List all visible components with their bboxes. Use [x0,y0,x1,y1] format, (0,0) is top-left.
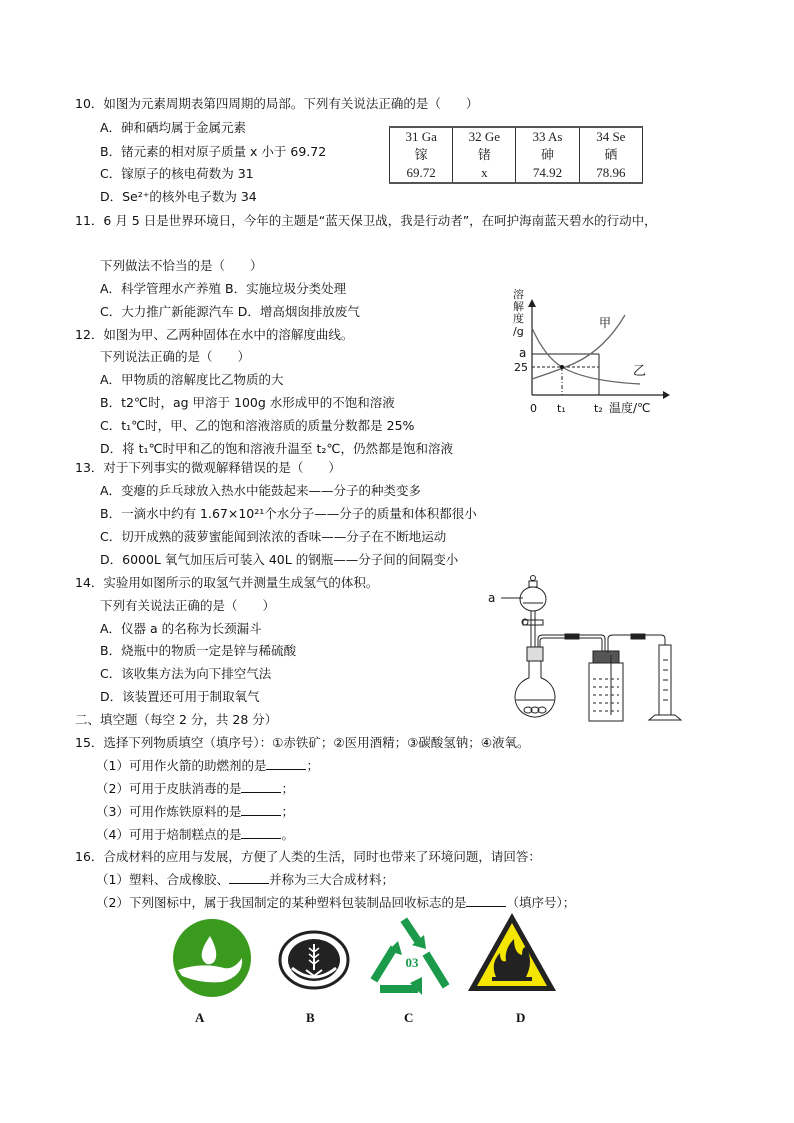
q13-option-b: B．一滴水中约有 1.67×10²¹个水分子——分子的质量和体积都很小 [100,506,477,521]
apparatus-label: a [488,591,496,605]
q16-item-2-post: （填序号）； [506,895,576,910]
element-mass: x [453,164,516,183]
q14-option-b: B．烧瓶中的物质一定是锌与稀硫酸 [100,643,297,658]
answer-blank[interactable] [241,804,281,816]
punct: ； [281,781,294,796]
q14-sub: 下列有关说法正确的是（ ） [100,598,276,613]
q16-stem: 16．合成材料的应用与发展，方便了人类的生活，同时也带来了环境问题，请回答： [75,849,541,864]
q10-option-b: B．锗元素的相对原子质量 x 小于 69.72 [100,144,327,159]
svg-text:温度/℃: 温度/℃ [609,401,651,415]
element-header: 34 Se [579,127,642,146]
q12-option-b: B．t2℃时，ag 甲溶于 100g 水形成甲的不饱和溶液 [100,395,395,410]
q13-stem: 13．对于下列事实的微观解释错误的是（ ） [75,460,341,475]
icon-options-row [170,918,570,1028]
svg-text:度: 度 [513,312,524,325]
element-name: 镓 [390,146,453,164]
svg-text:a: a [519,346,527,360]
q10-option-d: D．Se²⁺的核外电子数为 34 [100,189,257,204]
q10-option-a: A．砷和硒均属于金属元素 [100,120,247,135]
q15-item-3-text: （3）可用作炼铁原料的是 [96,804,242,819]
icon-label-a: A [195,1010,205,1025]
q10-stem: 10．如图为元素周期表第四周期的局部。下列有关说法正确的是（ ） [75,96,479,111]
q11-option-cd: C．大力推广新能源汽车 D．增高烟囱排放废气 [100,304,360,319]
q10-option-c: C．镓原子的核电荷数为 31 [100,166,254,181]
q11-sub: 下列做法不恰当的是（ ） [100,258,263,273]
q15-item-1-text: （1）可用作火箭的助燃剂的是 [96,758,267,773]
element-mass: 69.72 [390,164,453,183]
element-mass: 78.96 [579,164,642,183]
q12-option-a: A．甲物质的溶解度比乙物质的大 [100,372,284,387]
svg-text:25: 25 [514,361,528,374]
svg-text:t₁: t₁ [557,402,566,415]
answer-blank[interactable] [241,781,281,793]
q16-item-1-post: 并称为三大合成材料； [268,872,394,887]
svg-text:溶: 溶 [513,288,524,301]
q13-option-c: C．切开成熟的菠萝蜜能闻到浓浓的香味——分子在不断地运动 [100,529,447,544]
answer-blank[interactable] [466,895,506,907]
q14-option-a: A．仪器 a 的名称为长颈漏斗 [100,621,262,636]
q11-stem: 11．6 月 5 日是世界环境日，今年的主题是“蓝天保卫战，我是行动者”，在呵护海南蓝天碧水的行动中， [75,213,657,228]
svg-text:解: 解 [513,300,524,313]
svg-text:0: 0 [530,402,537,415]
q12-option-c: C．t₁℃时，甲、乙的饱和溶液溶质的质量分数都是 25% [100,418,415,433]
q15-stem: 15．选择下列物质填空（填序号）：①赤铁矿；②医用酒精；③碳酸氢钠；④液氧。 [75,735,530,750]
icon-label-b: B [306,1010,315,1025]
svg-text:甲: 甲 [599,316,612,330]
element-header: 33 As [516,127,579,146]
q12-option-d: D．将 t₁℃时甲和乙的饱和溶液升温至 t₂℃，仍然都是饱和溶液 [100,441,453,456]
q13-option-d: D．6000L 氧气加压后可装入 40L 的钢瓶——分子间的间隔变小 [100,552,459,567]
q16-item-2-pre: （2）下列图标中，属于我国制定的某种塑料包装制品回收标志的是 [96,895,467,910]
icon-label-d: D [516,1010,526,1025]
punct: ； [306,758,319,773]
svg-text:t₂: t₂ [594,402,603,415]
food-seal-icon [278,930,350,990]
recycle-03-icon [368,913,456,999]
q15-item-2 [96,781,294,797]
q14-option-d: D．该装置还可用于制取氧气 [100,689,260,704]
q16-item-2 [96,895,575,911]
element-mass: 74.92 [516,164,579,183]
hydrogen-apparatus-figure [483,575,698,725]
q15-item-1 [96,758,319,774]
q12-stem: 12．如图为甲、乙两种固体在水中的溶解度曲线。 [75,327,354,342]
q15-item-4-text: （4）可用于焙制糕点的是 [96,827,242,842]
q16-item-1-pre: （1）塑料、合成橡胶、 [96,872,229,887]
answer-blank[interactable] [229,872,269,884]
periodic-table-excerpt [389,126,643,184]
q14-option-c: C．该收集方法为向下排空气法 [100,666,272,681]
q11-option-ab: A．科学管理水产养殖 B．实施垃圾分类处理 [100,281,347,296]
answer-blank[interactable] [266,758,306,770]
svg-text:03: 03 [405,955,419,970]
q15-item-4 [96,827,294,843]
water-saving-icon [172,918,252,998]
answer-blank[interactable] [241,827,281,839]
element-name: 硒 [579,146,642,164]
flammable-warning-icon [466,911,558,995]
q12-sub: 下列说法正确的是（ ） [100,349,251,364]
element-header: 31 Ga [390,127,453,146]
solubility-curve-graph [505,285,675,425]
icon-label-c: C [404,1010,414,1025]
svg-text:/g: /g [513,325,524,338]
q13-option-a: A．变瘪的乒乓球放入热水中能鼓起来——分子的种类变多 [100,483,422,498]
punct: 。 [281,827,294,842]
element-name: 砷 [516,146,579,164]
element-header: 32 Ge [453,127,516,146]
q16-item-1 [96,872,394,888]
element-name: 锗 [453,146,516,164]
q14-stem: 14．实验用如图所示的取氢气并测量生成氢气的体积。 [75,575,379,590]
punct: ； [281,804,294,819]
q15-item-2-text: （2）可用于皮肤消毒的是 [96,781,242,796]
section-2-heading: 二、填空题（每空 2 分，共 28 分） [75,712,278,727]
svg-text:乙: 乙 [633,364,647,379]
q15-item-3 [96,804,294,820]
